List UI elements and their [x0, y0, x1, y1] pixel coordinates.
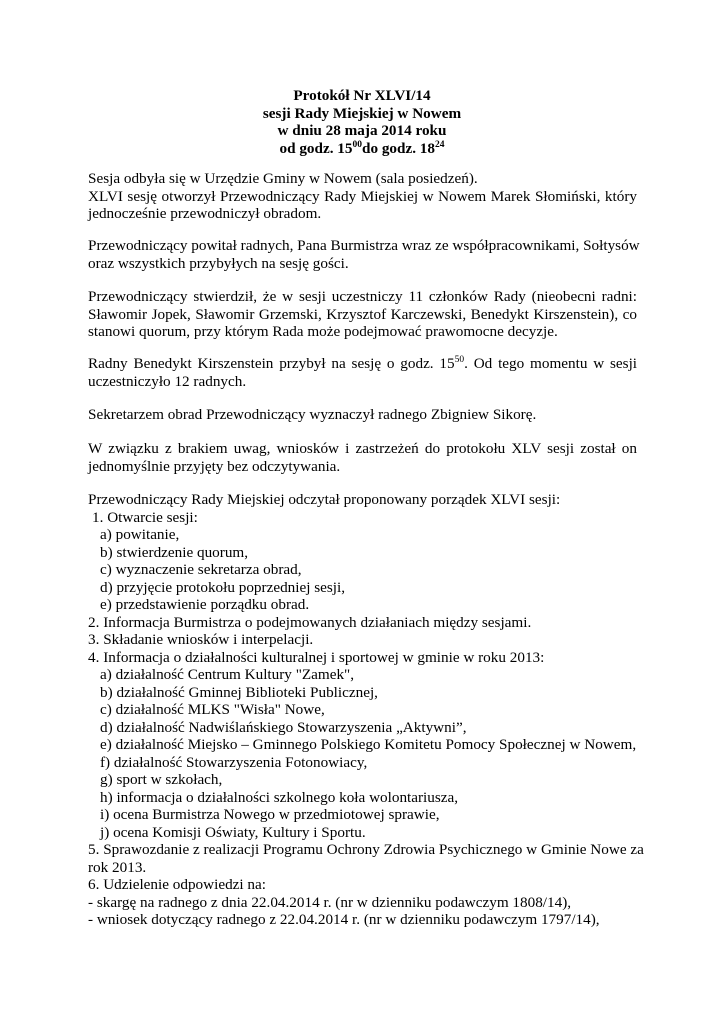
text-line: Sekretarzem obrad Przewodniczący wyznaczył radnego Zbigniew Sikorę.	[88, 406, 537, 423]
agenda-item: a) powitanie,	[100, 526, 180, 543]
agenda-item: i) ocena Burmistrza Nowego w przedmiotowej sprawie,	[100, 806, 440, 823]
text-line: uczestniczyło 12 radnych.	[88, 372, 247, 390]
end-time-label: do godz. 18	[362, 139, 435, 157]
agenda-item: - wniosek dotyczący radnego z 22.04.2014 r. (nr w dzienniku podawczym 1797/14),	[88, 911, 600, 928]
start-time-label: od godz. 15	[279, 139, 353, 157]
end-time-minutes: 24	[435, 139, 445, 150]
text-line: Przewodniczący powitał radnych, Pana Burmistrza wraz ze współpracownikami, Sołtysów	[88, 237, 640, 254]
agenda-item: h) informacja o działalności szkolnego koła wolontariusza,	[100, 788, 459, 806]
text-line: Sławomir Jopek, Sławomir Grzemski, Krzysztof Karczewski, Benedykt Kirszenstein), co	[88, 305, 637, 323]
paragraph-greeting	[88, 237, 640, 272]
title-line-4	[0, 140, 724, 158]
text-line: W związku z brakiem uwag, wniosków i zastrzeżeń do protokołu XLV sesji został on	[88, 440, 637, 457]
arrival-minutes: 50	[454, 354, 465, 365]
agenda-list	[88, 509, 668, 929]
text-line: jednocześnie przewodniczył obradom.	[88, 205, 322, 222]
agenda-item: 3. Składanie wniosków i interpelacji.	[88, 631, 314, 648]
text-line: jednomyślnie przyjęty bez odczytywania.	[88, 457, 341, 475]
agenda-item: c) wyznaczenie sekretarza obrad,	[100, 561, 302, 578]
text-line	[88, 355, 637, 373]
paragraph-previous-protocol	[88, 440, 637, 475]
agenda-item: 5. Sprawozdanie z realizacji Programu Ochrony Zdrowia Psychicznego w Gminie Nowe za	[88, 841, 644, 858]
agenda-item: - skargę na radnego z dnia 22.04.2014 r. (nr w dzienniku podawczym 1808/14),	[88, 893, 572, 911]
paragraph-late-arrival	[88, 355, 637, 390]
agenda-item: 4. Informacja o działalności kulturalnej i sportowej w gminie w roku 2013:	[88, 648, 545, 666]
agenda-item: d) działalność Nadwiślańskiego Stowarzyszenia „Aktywni”,	[100, 718, 467, 736]
paragraph-secretary	[88, 406, 637, 424]
agenda-item: e) działalność Miejsko – Gminnego Polskiego Komitetu Pomocy Społecznej w Nowem,	[100, 736, 637, 753]
agenda-item: b) stwierdzenie quorum,	[100, 543, 249, 561]
text-line: stanowi quorum, przy którym Rada może podejmować prawomocne decyzje.	[88, 323, 558, 340]
title-line-1: Protokół Nr XLVI/14	[293, 87, 431, 104]
agenda-item: d) przyjęcie protokołu poprzedniej sesji,	[100, 578, 346, 596]
agenda-item: 1. Otwarcie sesji:	[92, 508, 198, 526]
agenda-item: rok 2013.	[88, 858, 147, 876]
agenda	[88, 491, 668, 929]
title-line-3: w dniu 28 maja 2014 roku	[277, 122, 447, 139]
agenda-intro: Przewodniczący Rady Miejskiej odczytał proponowany porządek XLVI sesji:	[88, 491, 561, 508]
agenda-item: j) ocena Komisji Oświaty, Kultury i Sportu.	[100, 823, 366, 841]
start-time-minutes: 00	[352, 139, 362, 150]
paragraph-session-location	[88, 170, 637, 223]
agenda-item: c) działalność MLKS "Wisła" Nowe,	[100, 701, 325, 718]
document-title	[0, 87, 724, 157]
text-line: oraz wszystkich przybyłych na sesję gości.	[88, 254, 349, 272]
title-line-2: sesji Rady Miejskiej w Nowem	[262, 104, 462, 122]
text-line: Przewodniczący stwierdził, że w sesji uczestniczy 11 członków Rady (nieobecni radni:	[88, 288, 637, 305]
arrival-text-cont: . Od tego momentu w sesji	[464, 355, 638, 372]
agenda-item: e) przedstawienie porządku obrad.	[100, 596, 310, 613]
agenda-item: f) działalność Stowarzyszenia Fotonowiacy,	[100, 753, 368, 771]
text-line: Sesja odbyła się w Urzędzie Gminy w Nowem (sala posiedzeń).	[88, 170, 478, 187]
arrival-text: Radny Benedykt Kirszenstein przybył na sesję o godz. 15	[88, 355, 455, 372]
agenda-item: a) działalność Centrum Kultury "Zamek",	[100, 666, 355, 683]
paragraph-quorum	[88, 288, 637, 341]
text-line: XLVI sesję otworzył Przewodniczący Rady Miejskiej w Nowem Marek Słomiński, który	[88, 187, 637, 205]
agenda-item: b) działalność Gminnej Biblioteki Publicznej,	[100, 683, 378, 701]
agenda-item: g) sport w szkołach,	[100, 771, 223, 788]
agenda-item: 2. Informacja Burmistrza o podejmowanych działaniach między sesjami.	[88, 613, 532, 631]
agenda-item: 6. Udzielenie odpowiedzi na:	[88, 876, 266, 893]
